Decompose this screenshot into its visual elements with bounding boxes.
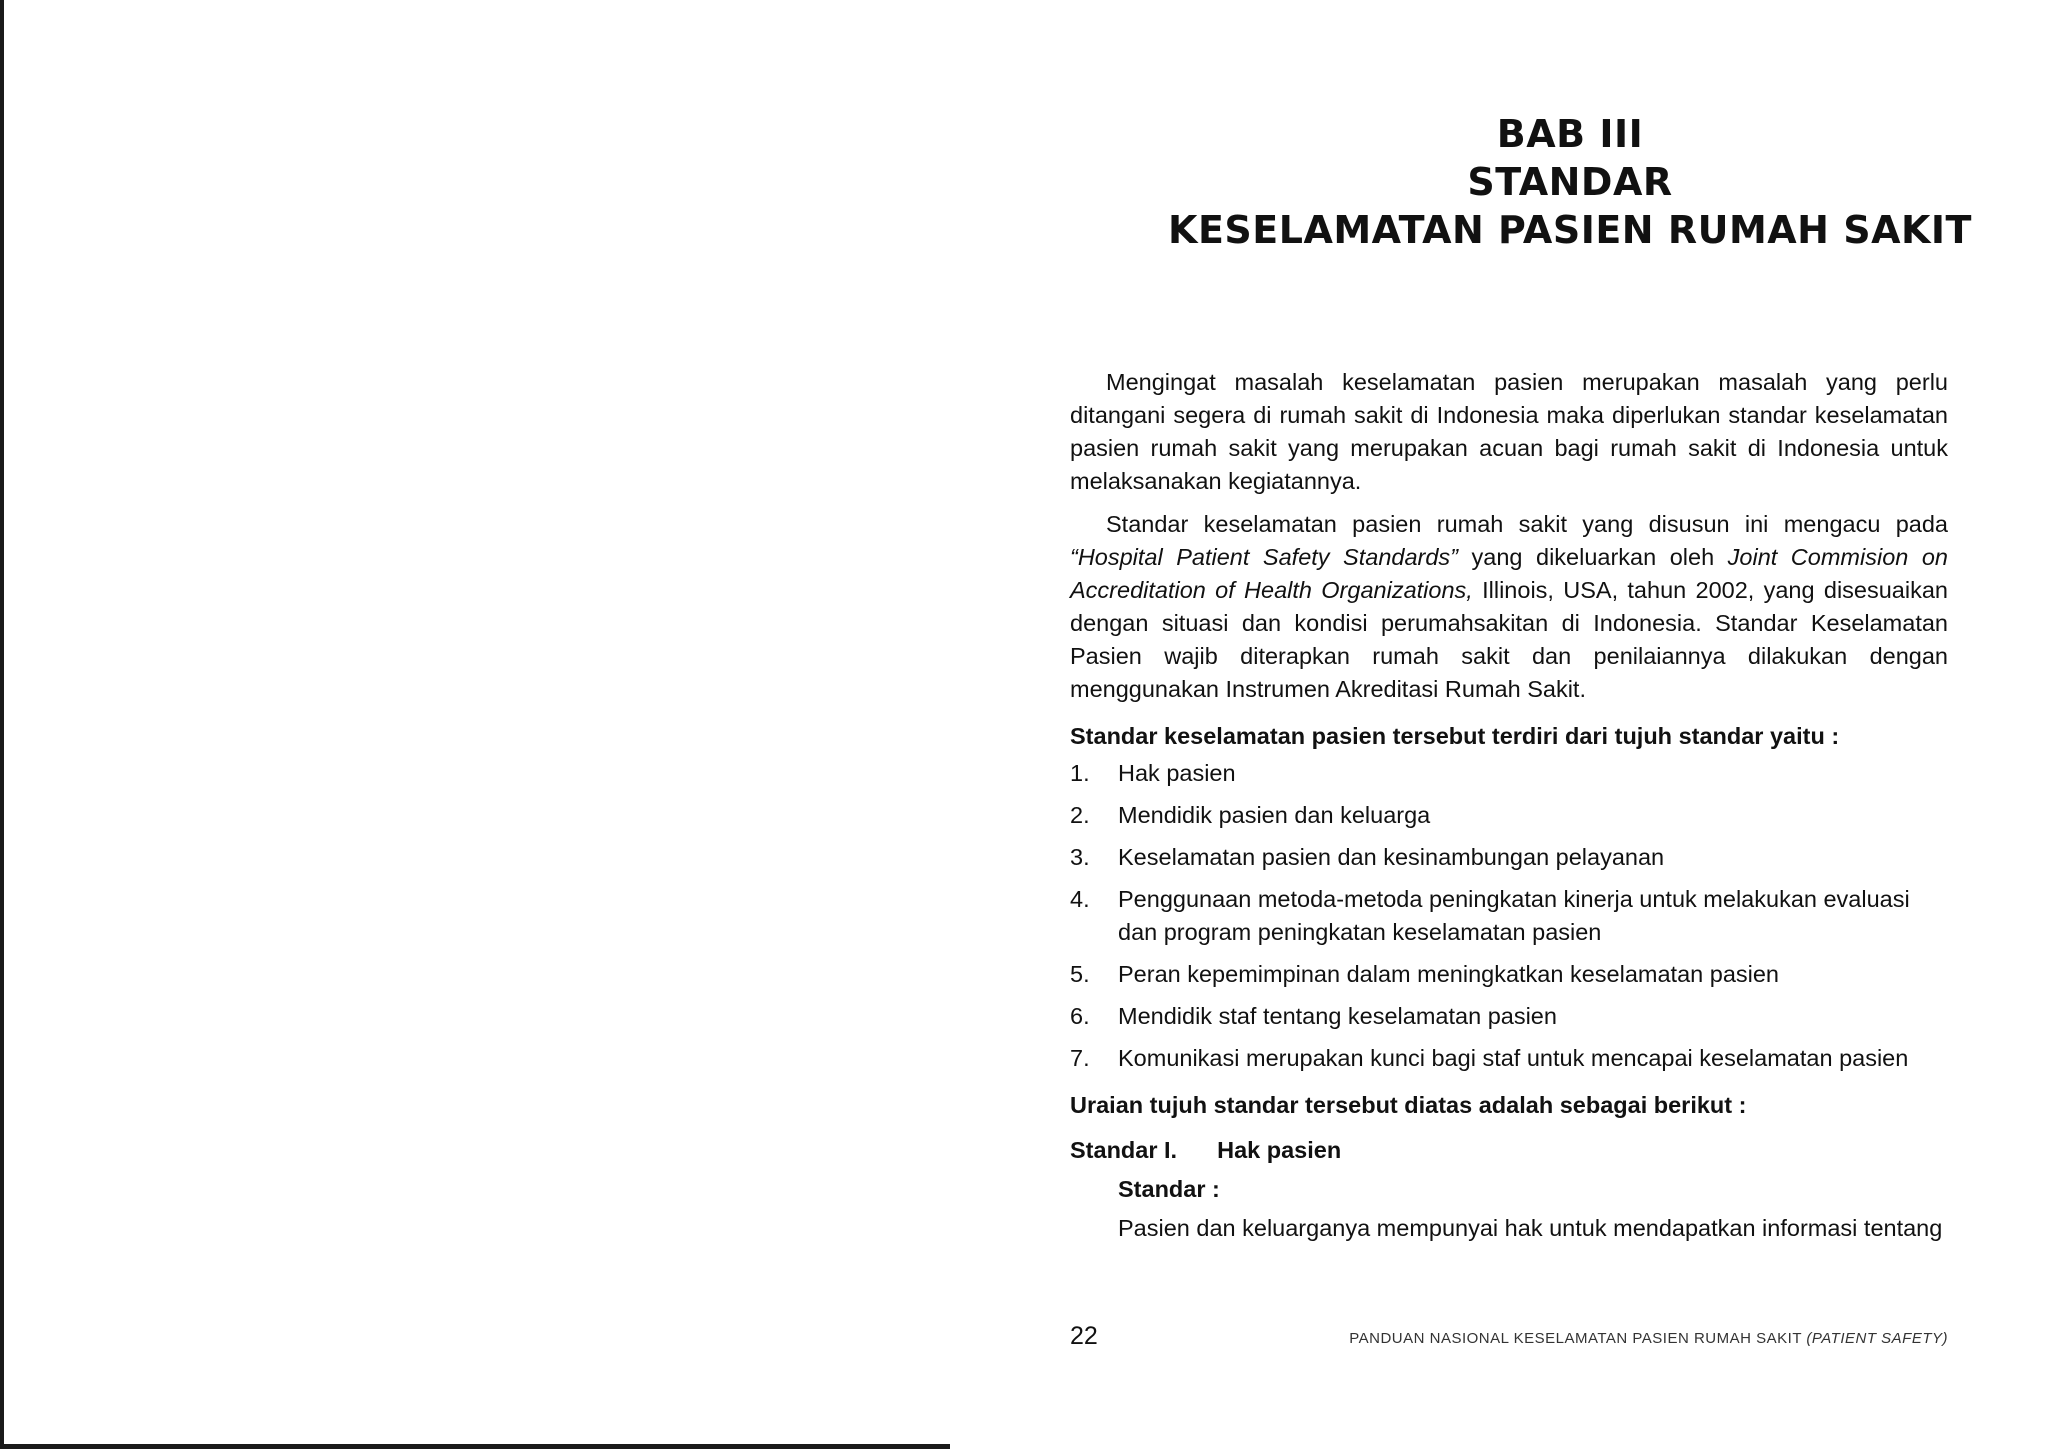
standard-one-name: Hak pasien <box>1217 1137 1342 1163</box>
running-footer-subtitle: (PATIENT SAFETY) <box>1806 1330 1948 1347</box>
list-item-number: 4. <box>1070 886 1090 912</box>
list-item-text: Komunikasi merupakan kunci bagi staf untuk mencapai keselamatan pasien <box>1118 1045 1909 1071</box>
list-item <box>1070 883 1948 949</box>
running-footer <box>1349 1330 1948 1347</box>
list-item-number: 3. <box>1070 844 1090 870</box>
list-item-text: Mendidik pasien dan keluarga <box>1118 802 1431 828</box>
chapter-title-line-1: STANDAR <box>1467 160 1673 204</box>
page-number: 22 <box>1070 1322 1098 1350</box>
reference-text-3: Illinois, USA, tahun 2002, yang disesuaikan dengan situasi dan kondisi perumahsakitan di Indonesia. Standar Keselamatan Pasien wajib diterapkan rumah sakit dan penilaiannya dilakukan dengan menggunakan Instrumen Akreditasi Rumah Sakit. <box>1070 577 1948 702</box>
reference-standard-title: “Hospital Patient Safety Standards” <box>1070 544 1459 570</box>
list-item <box>1070 841 1948 874</box>
standard-one-heading <box>1070 1134 1948 1167</box>
standard-one-text: Pasien dan keluarganya mempunyai hak untuk mendapatkan informasi tentang <box>1118 1215 1943 1241</box>
chapter-title <box>1120 110 2020 254</box>
list-heading: Standar keselamatan pasien tersebut terdiri dari tujuh standar yaitu : <box>1070 723 1840 749</box>
list-item-number: 2. <box>1070 802 1090 828</box>
list-item-number: 5. <box>1070 961 1090 987</box>
body-text <box>1070 366 1948 1245</box>
standard-one-label: Standar I. <box>1070 1137 1178 1163</box>
reference-organization: Joint Commision on Accreditation of Health Organizations, <box>1070 544 1948 603</box>
details-heading: Uraian tujuh standar tersebut diatas adalah sebagai berikut : <box>1070 1092 1747 1118</box>
chapter-title-line-2: KESELAMATAN PASIEN RUMAH SAKIT <box>1168 208 1972 252</box>
list-item <box>1070 757 1948 790</box>
list-item-number: 1. <box>1070 760 1090 786</box>
list-item-text: Penggunaan metoda-metoda peningkatan kinerja untuk melakukan evaluasi dan program peningkatan keselamatan pasien <box>1118 886 1910 945</box>
blank-left-page <box>4 0 1004 1444</box>
list-item-text: Hak pasien <box>1118 760 1236 786</box>
list-item <box>1070 1042 1948 1075</box>
list-item <box>1070 1000 1948 1033</box>
right-page <box>1060 0 2020 1449</box>
list-item-text: Keselamatan pasien dan kesinambungan pelayanan <box>1118 844 1665 870</box>
running-footer-title: PANDUAN NASIONAL KESELAMATAN PASIEN RUMAH SAKIT <box>1349 1330 1807 1347</box>
list-item-text: Mendidik staf tentang keselamatan pasien <box>1118 1003 1557 1029</box>
intro-paragraph: Mengingat masalah keselamatan pasien merupakan masalah yang perlu ditangani segera di rumah sakit di Indonesia maka diperlukan standar keselamatan pasien rumah sakit yang merupakan acuan bagi rumah sakit di Indonesia untuk melaksanakan kegiatannya. <box>1070 369 1948 494</box>
scan-border-bottom <box>0 1444 950 1449</box>
list-item-text: Peran kepemimpinan dalam meningkatkan keselamatan pasien <box>1118 961 1779 987</box>
list-item-number: 6. <box>1070 1003 1090 1029</box>
chapter-number: BAB III <box>1496 112 1644 156</box>
list-item <box>1070 958 1948 991</box>
reference-paragraph <box>1070 508 1948 706</box>
list-item <box>1070 799 1948 832</box>
reference-text-2: yang dikeluarkan oleh <box>1458 544 1728 570</box>
list-item-number: 7. <box>1070 1045 1090 1071</box>
reference-text-1: Standar keselamatan pasien rumah sakit yang disusun ini mengacu pada <box>1106 511 1948 537</box>
standards-list <box>1070 757 1948 1075</box>
standard-sub-label: Standar : <box>1118 1176 1220 1202</box>
